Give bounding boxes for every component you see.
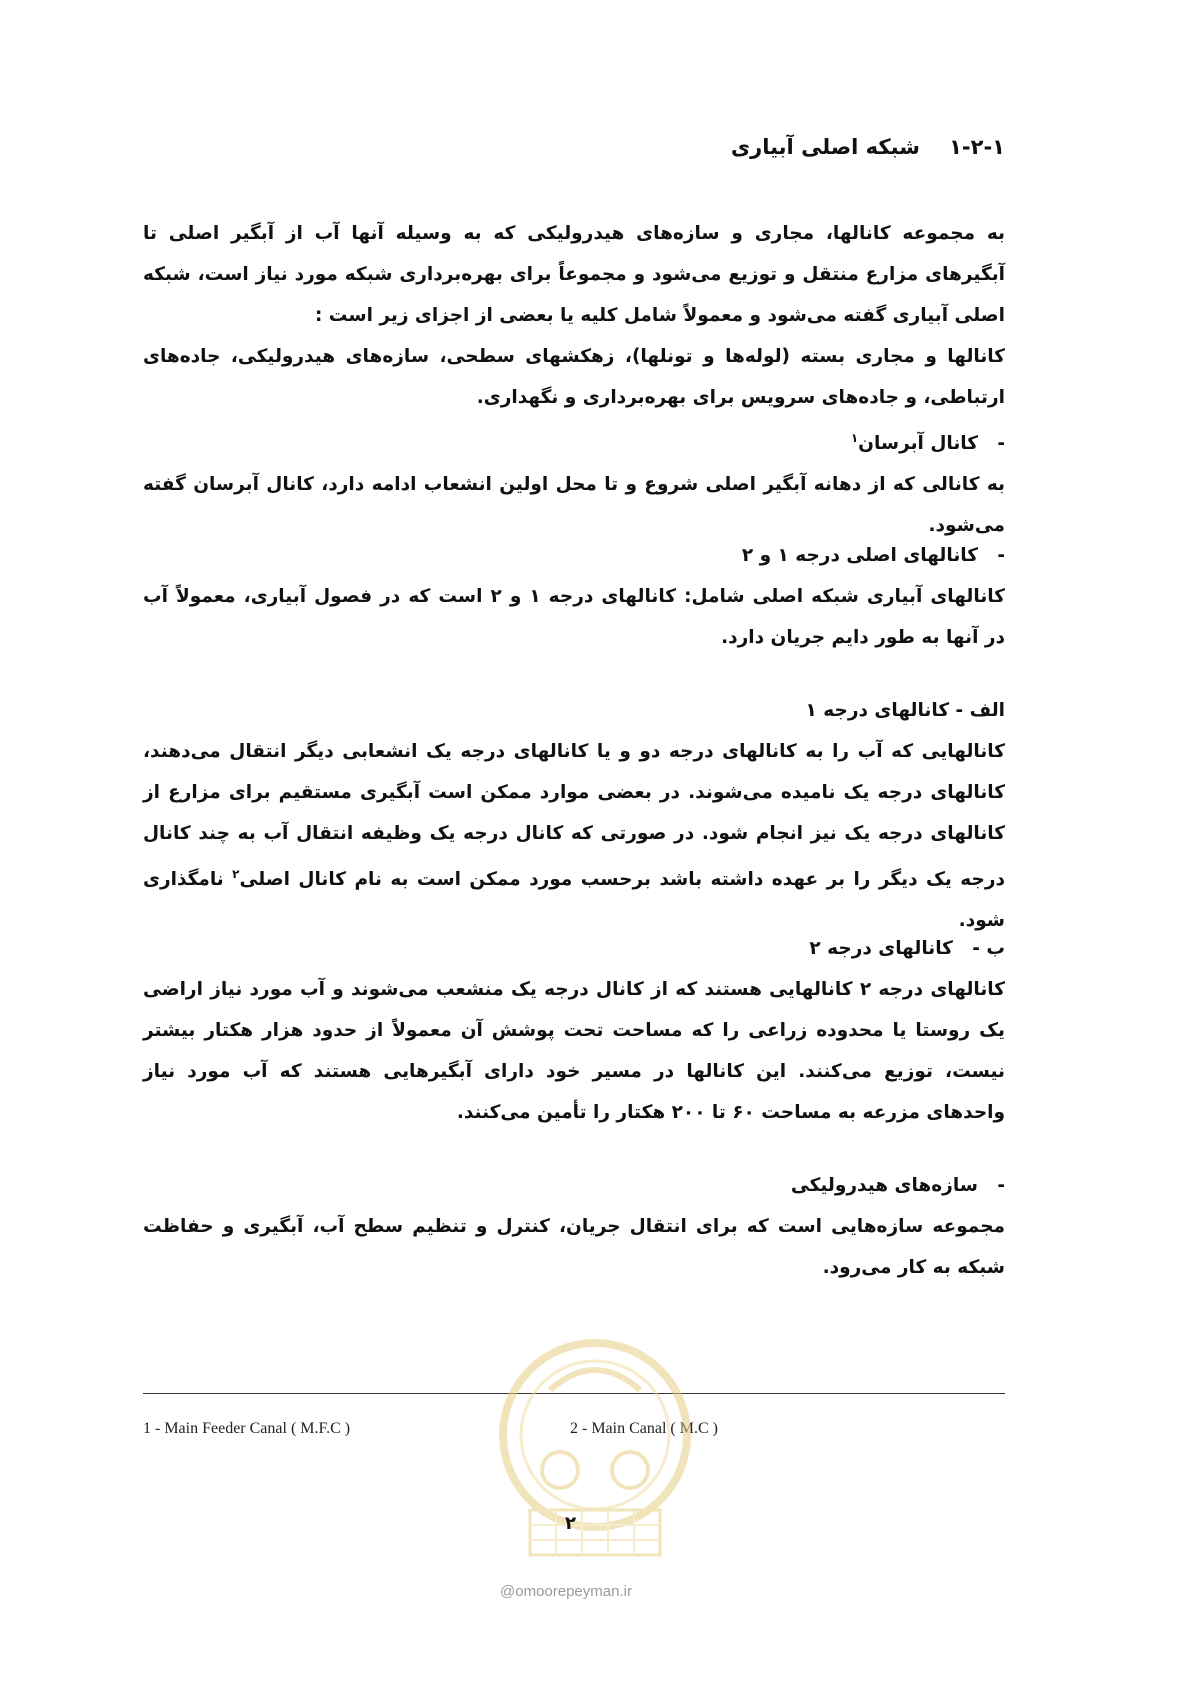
grade1-text: کانالهایی که آب را به کانالهای درجه دو و یا کانالهای درجه یک انشعابی دیگر انتقال می‌دهند، کانالهای درجه یک نامیده می‌شوند. در بعضی موارد ممکن است آبگیری مستقیم برای مزارع از کانالهای درجه یک نیز انجام شود. در صورتی که کانال درجه یک وظیفه انتقال آب به چند کانال درجه یک دیگر را بر عهده داشته باشد برحسب مورد ممکن است به نام کانال اصلی bbox=[143, 741, 1005, 891]
main-canals-title: کانالهای اصلی درجه ۱ و ۲ bbox=[741, 545, 978, 566]
footnote-2: 2 - Main Canal ( M.C ) bbox=[570, 1420, 718, 1437]
grade2-title: کانالهای درجه ۲ bbox=[809, 938, 953, 959]
intro-text-2: کانالها و مجاری بسته (لوله‌ها و تونلها)، زهکشهای سطحی، سازه‌های هیدرولیکی، جاده‌های ارتباطی، و جاده‌های سرویس برای بهره‌برداری و نگهداری. bbox=[143, 346, 1005, 408]
intro-paragraph bbox=[143, 213, 1005, 418]
publisher-logo-watermark bbox=[490, 1330, 700, 1570]
hydraulic-title: سازه‌های هیدرولیکی bbox=[790, 1175, 978, 1196]
heading-number: ۱-۲-۱ bbox=[949, 135, 1005, 159]
main-canals-section: - کانالهای اصلی درجه ۱ و ۲ کانالهای آبیاری شبکه اصلی شامل: کانالهای درجه ۱ و ۲ است که در فصول آبیاری، معمولاً آب در آنها به طور دایم جریان دارد. bbox=[143, 535, 1005, 658]
page-number: ۲ bbox=[565, 1513, 576, 1534]
feeder-text: به کانالی که از دهانه آبگیر اصلی شروع و تا محل اولین انشعاب ادامه دارد، کانال آبرسان گفته می‌شود. bbox=[143, 474, 1005, 537]
grade2-text: کانالهای درجه ۲ کانالهایی هستند که از کانال درجه یک منشعب می‌شوند و آب مورد نیاز اراضی یک روستا یا محدوده زراعی را که مساحت تحت پوشش آن معمولاً از حدود هزار هکتار بیشتر نیست، توزیع می‌کنند. این کانالها در مسیر خود دارای آبگیرهایی هستند که آب مورد نیاز واحدهای مزرعه به مساحت ۶۰ تا ۲۰۰ هکتار را تأمین می‌کنند. bbox=[143, 979, 1005, 1123]
grade2-section: ب - کانالهای درجه ۲ کانالهای درجه ۲ کانالهایی هستند که از کانال درجه یک منشعب می‌شوند و آب مورد نیاز اراضی یک روستا یا محدوده زراعی را که مساحت تحت پوشش آن معمولاً از حدود هزار هکتار بیشتر نیست، توزیع می‌کنند. این کانالها در مسیر خود دارای آبگیرهایی هستند که آب مورد نیاز واحدهای مزرعه به مساحت ۶۰ تا ۲۰۰ هکتار را تأمین می‌کنند. bbox=[143, 928, 1005, 1133]
main-canals-text: کانالهای آبیاری شبکه اصلی شامل: کانالهای درجه ۱ و ۲ است که در فصول آبیاری، معمولاً آب در آنها به طور دایم جریان دارد. bbox=[143, 586, 1005, 648]
intro-text-1: به مجموعه کانالها، مجاری و سازه‌های هیدرولیکی که به وسیله آنها آب از آبگیر اصلی تا آبگیرهای مزارع منتقل و توزیع می‌شود و مجموعاً برای بهره‌برداری شبکه مورد نیاز است، شبکه اصلی آبیاری گفته می‌شود و معمولاً شامل کلیه یا بعضی از اجزای زیر است : bbox=[143, 223, 1005, 326]
feeder-canal-section: - کانال آبرسان$^۱$ به کانالی که از دهانه آبگیر اصلی شروع و تا محل اولین انشعاب ادامه دارد، کانال آبرسان گفته می‌شود. bbox=[143, 418, 1005, 546]
grade1-title: کانالهای درجه ۱ bbox=[805, 700, 950, 721]
website-watermark: @omoorepeyman.ir bbox=[500, 1583, 632, 1600]
footnote-ref-1: ۱ bbox=[850, 431, 859, 445]
hydraulic-text: مجموعه سازه‌هایی است که برای انتقال جریان، کنترل و تنظیم سطح آب، آبگیری و حفاظت شبکه به کار می‌رود. bbox=[143, 1216, 1005, 1278]
footnote-ref-2: ۲ bbox=[232, 867, 240, 881]
heading-title: شبکه اصلی آبیاری bbox=[730, 135, 920, 159]
grade1-section: الف - کانالهای درجه ۱ کانالهایی که آب را به کانالهای درجه دو و یا کانالهای درجه یک انشعابی دیگر انتقال می‌دهند، کانالهای درجه یک نامیده می‌شوند. در بعضی موارد ممکن است آبگیری مستقیم برای مزارع از کانالهای درجه یک نیز انجام شود. در صورتی که کانال درجه یک وظیفه انتقال آب به چند کانال درجه یک دیگر را بر عهده داشته باشد برحسب مورد ممکن است به نام کانال اصلی$^۲$ نامگذاری شود. bbox=[143, 700, 1005, 932]
section-heading bbox=[143, 127, 1005, 168]
footnote-1: 1 - Main Feeder Canal ( M.F.C ) bbox=[143, 1420, 351, 1437]
hydraulic-structures-section: - سازه‌های هیدرولیکی مجموعه سازه‌هایی است که برای انتقال جریان، کنترل و تنظیم سطح آب، آبگیری و حفاظت شبکه به کار می‌رود. bbox=[143, 1165, 1005, 1288]
feeder-title: کانال آبرسان bbox=[858, 433, 978, 455]
